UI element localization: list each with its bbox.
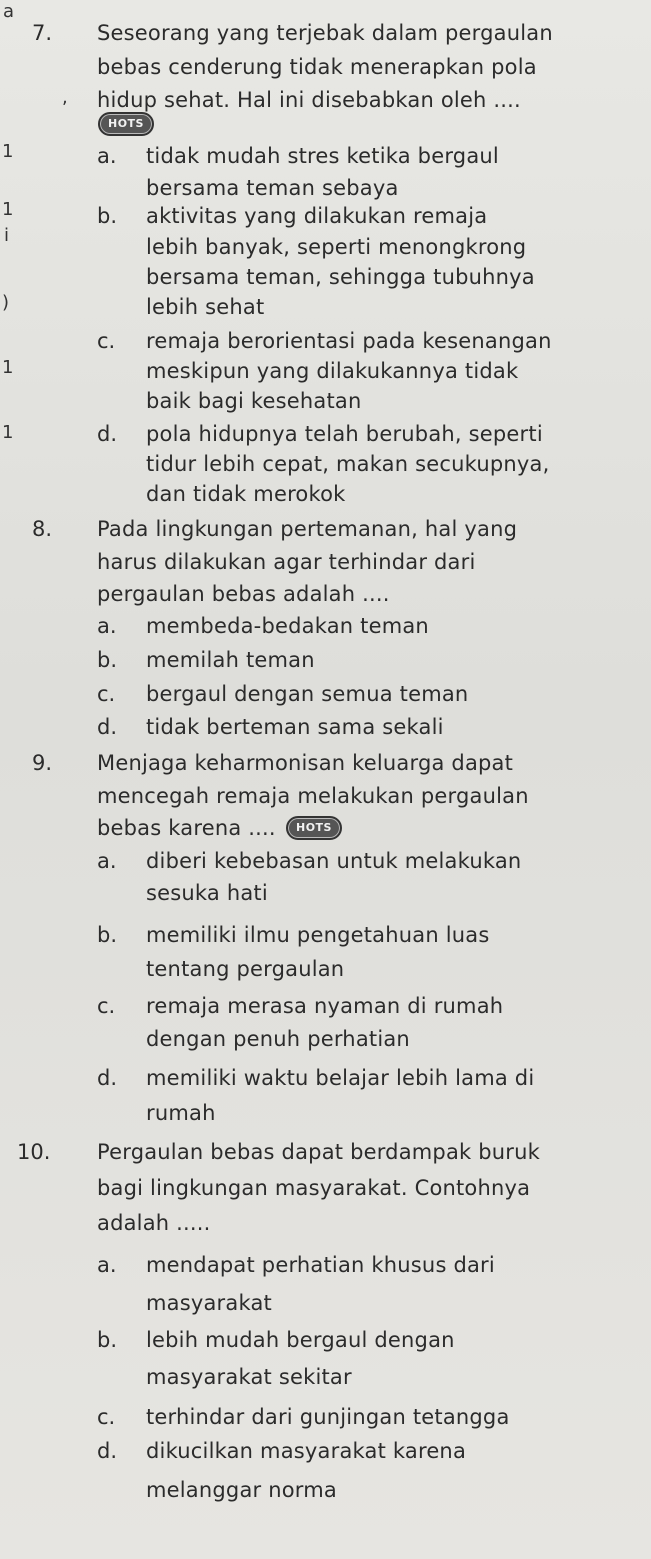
option-letter: d.: [97, 715, 118, 739]
option-text-line: membeda-bedakan teman: [146, 614, 429, 638]
option-text-line: rumah: [146, 1101, 216, 1125]
option-text-line: dikucilkan masyarakat karena: [146, 1439, 467, 1463]
question-text-line: Pada lingkungan pertemanan, hal yang: [97, 517, 518, 541]
hots-badge: HOTS: [98, 112, 154, 136]
option-text-line: lebih mudah bergaul dengan: [146, 1328, 455, 1352]
option-letter: b.: [97, 923, 118, 947]
option-text-line: memiliki ilmu pengetahuan luas: [146, 923, 490, 947]
option-text-line: lebih banyak, seperti menongkrong: [146, 235, 527, 259]
option-text-line: baik bagi kesehatan: [146, 389, 362, 413]
question-text-line: hidup sehat. Hal ini disebabkan oleh ....: [97, 88, 521, 112]
question-number: 8.: [32, 517, 53, 541]
option-text-line: tidak berteman sama sekali: [146, 715, 444, 739]
option-letter: d.: [97, 1439, 118, 1463]
option-text-line: aktivitas yang dilakukan remaja: [146, 204, 488, 228]
edge-mark: ,: [62, 87, 68, 108]
option-text-line: pola hidupnya telah berubah, seperti: [146, 422, 543, 446]
question-number: 7.: [32, 21, 53, 45]
option-letter: c.: [97, 682, 116, 706]
option-letter: c.: [97, 1405, 116, 1429]
edge-mark: 1: [2, 199, 14, 220]
question-text-line: adalah .....: [97, 1211, 211, 1235]
hots-badge: HOTS: [286, 816, 342, 840]
edge-mark: a: [3, 1, 15, 22]
question-text-line: Pergaulan bebas dapat berdampak buruk: [97, 1140, 541, 1164]
option-letter: a.: [97, 1253, 117, 1277]
question-text-line: pergaulan bebas adalah ....: [97, 582, 390, 606]
option-text-line: masyarakat: [146, 1291, 272, 1315]
edge-mark: 1: [2, 422, 14, 443]
option-text-line: remaja merasa nyaman di rumah: [146, 994, 504, 1018]
option-letter: d.: [97, 422, 118, 446]
option-letter: d.: [97, 1066, 118, 1090]
question-text-line: mencegah remaja melakukan pergaulan: [97, 784, 529, 808]
option-text-line: bergaul dengan semua teman: [146, 682, 469, 706]
option-text-line: diberi kebebasan untuk melakukan: [146, 849, 522, 873]
option-text-line: sesuka hati: [146, 881, 268, 905]
option-text-line: bersama teman, sehingga tubuhnya: [146, 265, 535, 289]
option-letter: b.: [97, 204, 118, 228]
option-text-line: tentang pergaulan: [146, 957, 345, 981]
option-letter: a.: [97, 144, 117, 168]
option-letter: a.: [97, 614, 117, 638]
option-text-line: memilah teman: [146, 648, 315, 672]
option-text-line: tidur lebih cepat, makan secukupnya,: [146, 452, 550, 476]
question-text-line: bebas karena ....: [97, 816, 276, 840]
option-letter: c.: [97, 329, 116, 353]
option-letter: c.: [97, 994, 116, 1018]
option-letter: b.: [97, 648, 118, 672]
question-text-line: bebas cenderung tidak menerapkan pola: [97, 55, 537, 79]
option-text-line: dengan penuh perhatian: [146, 1027, 410, 1051]
option-text-line: meskipun yang dilakukannya tidak: [146, 359, 519, 383]
edge-mark: 1: [2, 357, 14, 378]
question-number: 9.: [32, 751, 53, 775]
option-letter: a.: [97, 849, 117, 873]
edge-mark: i: [4, 225, 10, 246]
option-text-line: terhindar dari gunjingan tetangga: [146, 1405, 510, 1429]
question-text-line: bagi lingkungan masyarakat. Contohnya: [97, 1176, 531, 1200]
question-text-line: Menjaga keharmonisan keluarga dapat: [97, 751, 514, 775]
edge-mark: 1: [2, 141, 14, 162]
question-text-line: harus dilakukan agar terhindar dari: [97, 550, 476, 574]
option-text-line: dan tidak merokok: [146, 482, 346, 506]
option-letter: b.: [97, 1328, 118, 1352]
question-number: 10.: [17, 1140, 51, 1164]
option-text-line: remaja berorientasi pada kesenangan: [146, 329, 552, 353]
option-text-line: tidak mudah stres ketika bergaul: [146, 144, 499, 168]
option-text-line: masyarakat sekitar: [146, 1365, 352, 1389]
option-text-line: lebih sehat: [146, 295, 265, 319]
option-text-line: memiliki waktu belajar lebih lama di: [146, 1066, 535, 1090]
question-text-line: Seseorang yang terjebak dalam pergaulan: [97, 21, 553, 45]
option-text-line: mendapat perhatian khusus dari: [146, 1253, 495, 1277]
option-text-line: melanggar norma: [146, 1478, 337, 1502]
option-text-line: bersama teman sebaya: [146, 176, 399, 200]
edge-mark: ): [2, 292, 10, 313]
